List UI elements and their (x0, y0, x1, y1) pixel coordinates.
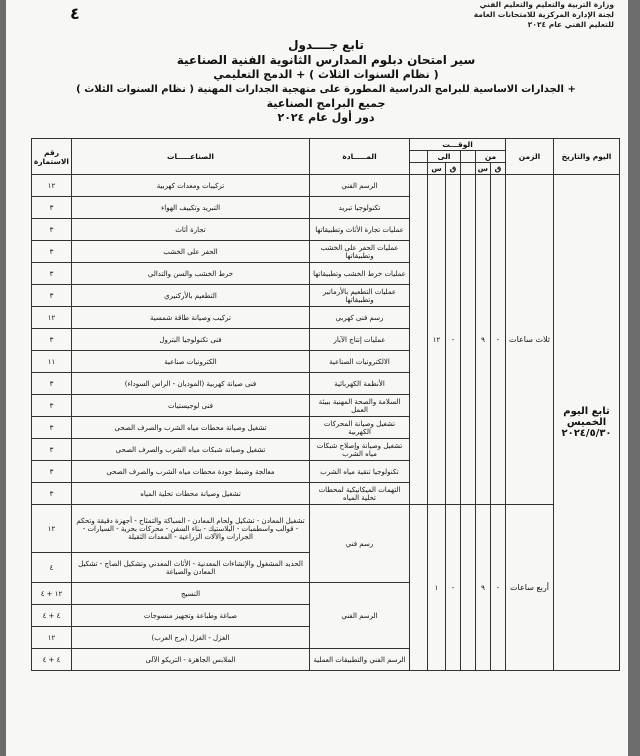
ministry-line: وزارة التربية والتعليم والتعليم الفني (479, 0, 614, 9)
title-line: سير امتحان دبلوم المدارس الثانوية الفنية الصناعية (176, 53, 476, 67)
exam-schedule-table (31, 138, 620, 671)
subject-cell: عمليات خرط الخشب وتطبيقاتها (310, 263, 410, 285)
ministry-line: لجنة الإدارة المركزية للامتحانات العامة (473, 10, 614, 19)
subject-cell: عمليات تجارة الأثاث وتطبيقاتها (310, 219, 410, 241)
header-day: اليوم والتاريخ (554, 139, 620, 175)
industry-cell: تشغيل المعادن - تشكيل ولحام المعادن - السباكة والتمثاح - أجهزة دقيقة وتحكم - قوالب واسطمبات - البلاستيك - بناء السفن - محركات بحرية - السيارات - الجرارات والآلات الزراعية - المعدات الثقيلة (72, 505, 310, 553)
header-to: الى (428, 151, 461, 163)
form-cell: ٣ (32, 285, 72, 307)
form-cell: ٤ + ٤ (32, 649, 72, 671)
title-line: دور أول عام ٢٠٢٤ (277, 111, 375, 124)
blank-cell (461, 505, 476, 671)
header-blank (410, 151, 428, 163)
header-s: س (428, 163, 446, 175)
industry-cell: الحديد المشغول والإنشاءات المعدنية - الأثاث المعدني وتشكيل الصاج - تشكيل المعادن والصياغة (72, 553, 310, 583)
subject-cell: عمليات الحفر على الخشب وتطبيقاتها (310, 241, 410, 263)
title-line: ( نظام السنوات الثلاث ) + الدمج التعليمي (213, 68, 439, 81)
title-line: تابع جــــدول (288, 38, 364, 52)
industry-cell: فنى تكنولوجيا البترول (72, 329, 310, 351)
industry-cell: فنى لوجيستيات (72, 395, 310, 417)
blank-cell (410, 175, 428, 505)
industry-cell: معالجة وضبط جودة محطات مياه الشرب والصرف الصحى (72, 461, 310, 483)
header-form-number: رقم الاستمارة (32, 139, 72, 175)
form-cell: ٣ (32, 373, 72, 395)
subject-cell: تشغيل وصيانة المحركات الكهربية (310, 417, 410, 439)
form-cell: ٣ (32, 439, 72, 461)
document-page (6, 0, 628, 756)
to-s-cell: ١٢ (428, 175, 446, 505)
blank-cell (410, 505, 428, 671)
subject-cell: الالكترونيات الصناعية (310, 351, 410, 373)
industry-cell: الحفر على الخشب (72, 241, 310, 263)
subject-cell: التهمات الميكانيكية لمحطات تحلية المياه (310, 483, 410, 505)
industry-cell: صباغة وطباعة وتجهيز منسوجات (72, 605, 310, 627)
subject-cell: تشغيل وصيانة وإصلاح شبكات مياه الشرب (310, 439, 410, 461)
subject-cell: الرسم الفني (310, 175, 410, 197)
industry-cell: الملابس الجاهزة - التريكو الآلى (72, 649, 310, 671)
subject-cell: رسم فني (310, 505, 410, 583)
form-cell: ١٢ + ٤ (32, 583, 72, 605)
duration-cell: ثلاث ساعات (506, 175, 554, 505)
industry-cell: تشغيل وصيانة محطات تحلية المياه (72, 483, 310, 505)
subject-cell: تكنولوجيا تنقية مياه الشرب (310, 461, 410, 483)
subject-cell: السلامة والصحة المهنية ببيئة العمل (310, 395, 410, 417)
from-q-cell: - (491, 175, 506, 505)
form-cell: ١٢ (32, 175, 72, 197)
header-q: ق (446, 163, 461, 175)
header-timing: الوقـــت (410, 139, 506, 151)
day-cell: تابع اليوم الخميس ٢٠٢٤/٥/٣٠ (554, 175, 620, 671)
duration-cell: أربع ساعات (506, 505, 554, 671)
header-blank (410, 163, 428, 175)
form-cell: ٤ + ٤ (32, 605, 72, 627)
to-s-cell: ١ (428, 505, 446, 671)
subject-cell: الرسم الفني (310, 583, 410, 649)
from-s-cell: ٩ (476, 175, 491, 505)
subject-cell: عمليات التطعيم بالأرماتير وتطبيقاتها (310, 285, 410, 307)
industry-cell: تشغيل وصيانة محطات مياه الشرب والصرف الصحى (72, 417, 310, 439)
industry-cell: التبريد وتكييف الهواء (72, 197, 310, 219)
subject-cell: رسم فنى كهربى (310, 307, 410, 329)
subject-cell: الأنظمة الكهربائية (310, 373, 410, 395)
industry-cell: الغزل - الغزل (برج العرب) (72, 627, 310, 649)
form-cell: ٣ (32, 241, 72, 263)
subject-cell: تكنولوجيا تبريد (310, 197, 410, 219)
header-blank (461, 163, 476, 175)
table-row (32, 505, 620, 553)
form-cell: ٣ (32, 417, 72, 439)
page-number: ٤ (70, 4, 80, 23)
form-cell: ٣ (32, 395, 72, 417)
subject-cell: عمليات إنتاج الآبار (310, 329, 410, 351)
title-line: جميع البرامج الصناعية (266, 97, 386, 110)
header-industries: الصناعـــــات (72, 139, 310, 175)
form-cell: ٤ (32, 553, 72, 583)
form-cell: ٣ (32, 483, 72, 505)
industry-cell: خرط الخشب والسن والتدالى (72, 263, 310, 285)
industry-cell: تركيبات ومعدات كهربية (72, 175, 310, 197)
form-cell: ١٢ (32, 505, 72, 553)
header-time: الزمن (506, 139, 554, 175)
industry-cell: فنى صيانة كهربية (الموديان - الراس السوداء) (72, 373, 310, 395)
header-q: ق (491, 163, 506, 175)
table-header-row (32, 139, 620, 151)
blank-cell (461, 175, 476, 505)
from-q-cell: - (491, 505, 506, 671)
from-s-cell: ٩ (476, 505, 491, 671)
form-cell: ٣ (32, 461, 72, 483)
form-cell: ١٢ (32, 307, 72, 329)
form-cell: ٣ (32, 219, 72, 241)
industry-cell: تشغيل وصيانة شبكات مياه الشرب والصرف الصحى (72, 439, 310, 461)
form-cell: ٣ (32, 197, 72, 219)
ministry-header (408, 0, 614, 30)
ministry-line: للتعليم الفني عام ٢٠٢٤ (527, 20, 614, 29)
header-blank (461, 151, 476, 163)
industry-cell: الكترونيات صناعية (72, 351, 310, 373)
form-cell: ١٢ (32, 627, 72, 649)
form-cell: ٣ (32, 263, 72, 285)
subject-cell: الرسم الفني والتطبيقات العملية (310, 649, 410, 671)
document-titles (46, 38, 606, 125)
header-s: س (476, 163, 491, 175)
table-row (32, 175, 620, 197)
header-subject: المـــــادة (310, 139, 410, 175)
to-q-cell: - (446, 175, 461, 505)
to-q-cell: - (446, 505, 461, 671)
industry-cell: تجارة أثاث (72, 219, 310, 241)
industry-cell: النسيج (72, 583, 310, 605)
header-from: من (476, 151, 506, 163)
form-cell: ١١ (32, 351, 72, 373)
form-cell: ٣ (32, 329, 72, 351)
industry-cell: تركيب وصيانة طاقة شمسية (72, 307, 310, 329)
industry-cell: التطعيم بالأركتيري (72, 285, 310, 307)
title-line: + الجدارات الاساسية للبرامج الدراسية المطورة على منهجية الجدارات المهنية ( نظام السنوات الثلاث ) (76, 84, 576, 95)
